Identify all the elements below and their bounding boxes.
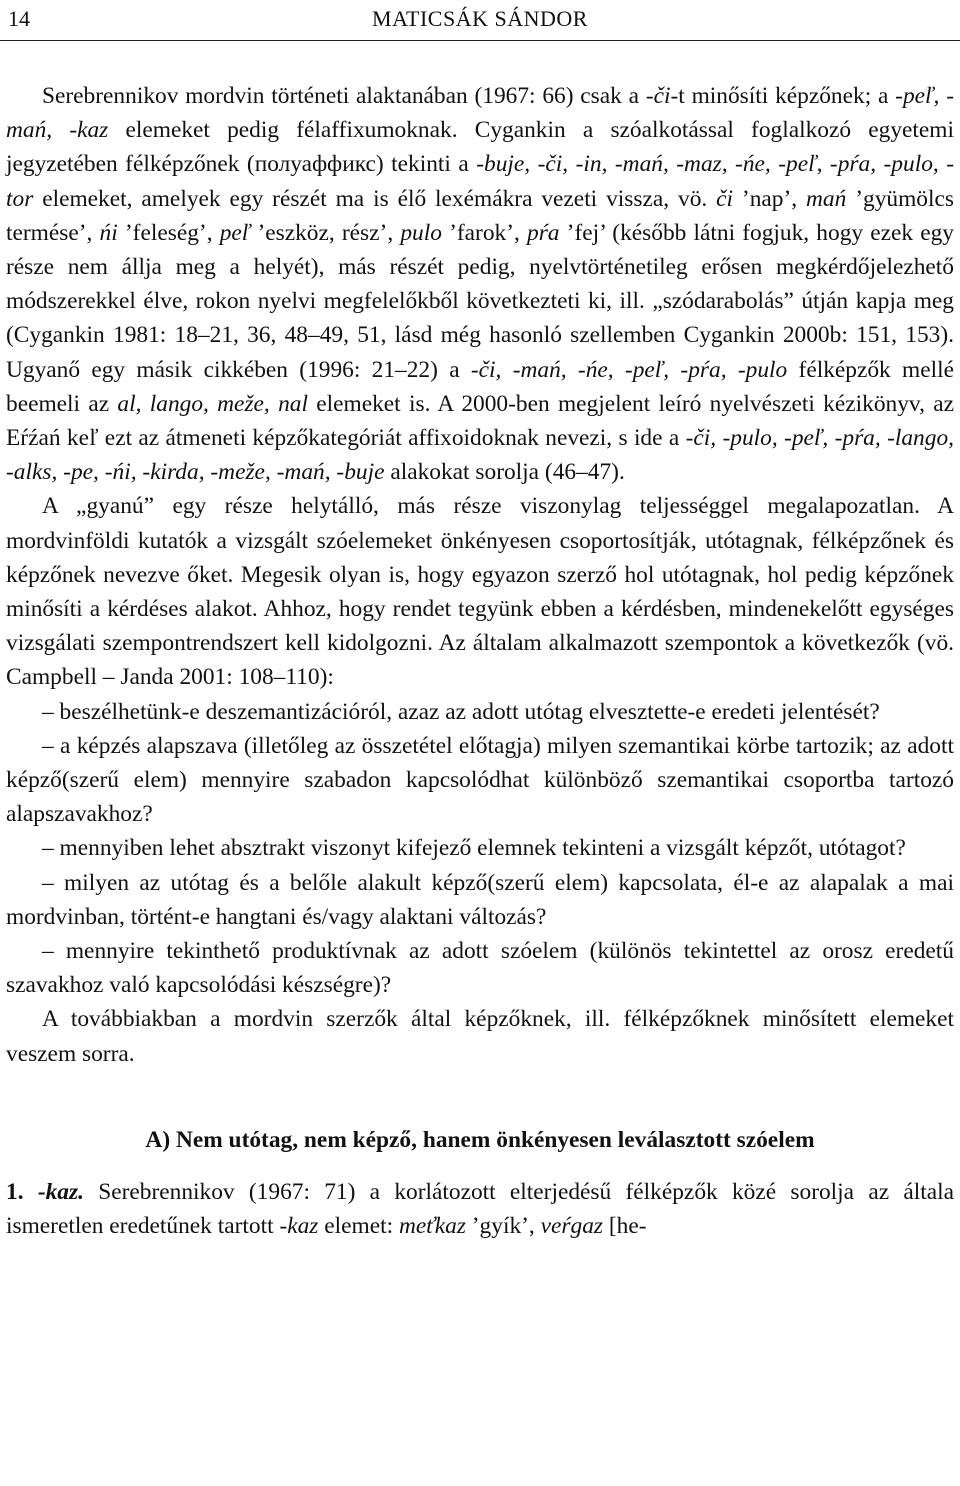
italic-term: veŕgaz [540,1213,604,1240]
text-run: A) Nem utótag, nem képző, hanem önkényesen leválasztott szóelem [145,1126,815,1153]
body-paragraph [6,79,954,489]
italic-term: peľ [219,219,251,246]
running-title: MATICSÁK SÁNDOR [372,6,588,31]
text-run: ’feleség’, [117,219,220,246]
criteria-list-item [6,729,954,832]
text-run: elemet: [318,1213,399,1240]
text-run: Serebrennikov (1967: 71) a korlátozott elterjedésű félképzők közé sorolja az általa ismeretlen eredetűnek tartott [6,1179,954,1240]
text-run: ’gyümölcs termése’, [6,185,954,246]
italic-term: -peľ, -mań, -kaz [6,83,954,144]
text-run: ’gyík’, [465,1213,541,1240]
text-run: ’eszköz, rész’, [250,219,401,246]
text-run: félképzők mellé beemeli az [6,356,954,417]
italic-term: -kaz [279,1213,319,1240]
text-run: A „gyanú” egy része helytálló, más része viszonylag teljességgel megalapozatlan. A mordvinföldi kutatók a vizsgált szóelemeket önkényesen csoportosítják, utótagnak, félképzőnek és képzőnek nevezve őket. Megesik olyan is, hogy egyazon szerző hol utótagnak, hol pedig képzőnek minősíti a kérdéses alakot. Ahhoz, hogy rendet tegyünk ebben a kérdésben, mindenekelőtt egységes vizsgálati szempontrendszert kell kidolgozni. Az általam alkalmazott szempontok a következők (vö. Campbell – Janda 2001: 108–110): [6,493,954,691]
page-header [0,0,960,41]
text-run: – beszélhetünk-e deszemantizációról, azaz az adott utótag elvesztette-e eredeti jelentését? [42,698,880,725]
text-run: -t minősíti képzőnek; a [670,83,896,109]
text-run: [he- [603,1213,647,1240]
text-run: elemeket pedig félaffixumoknak. Cygankin a szóalkotással foglalkozó egyetemi jegyzetében félképzőnek (полуаффикс) tekinti a [6,117,954,178]
criteria-list-item [6,866,954,934]
italic-term: al, lango, meže, nal [117,390,308,417]
text-run: Serebrennikov mordvin történeti alaktanában (1967: 66) csak a [42,83,646,109]
article-body [6,79,954,1244]
italic-term: -či, -mań, -ńe, -peľ, -pŕa, -pulo [470,356,788,383]
section-heading [6,1123,954,1157]
body-paragraph [6,489,954,694]
text-run: – a képzés alapszava (illetőleg az összetétel előtagja) milyen szemantikai körbe tartozik; az adott képző(szerű elem) mennyire szabadon kapcsolódhat különböző szemantikai csoportba tartozó alapszavakhoz? [6,732,954,828]
text-run: ’fej’ (később látni fogjuk, hogy ezek egy része nem állja meg a helyét), más részét pedig, nyelvtörténetileg erősen megkérdőjelezhető módszerekkel élve, rokon nyelvi megfelelőkből következteti ki, ill. „szódarabolás” útján kapja meg (Cygankin 1981: 18–21, 36, 48–49, 51, lásd még hasonló szellemben Cygankin 2000b: 151, 153). Ugyanő egy másik cikkében (1996: 21–22) a [6,219,954,383]
text-run: ’farok’, [441,219,527,246]
text-run: elemeket, amelyek egy részét ma is élő lexémákra vezeti vissza, vö. [33,185,717,212]
text-run: – mennyire tekinthető produktívnak az adott szóelem (különös tekintettel az orosz eredetű szavakhoz való kapcsolódási készségre)? [6,938,954,999]
text-run: alakokat sorolja (46–47). [384,459,625,486]
criteria-list-item [6,831,954,865]
italic-term: pulo [400,219,442,246]
italic-term: meťkaz [398,1213,466,1240]
italic-term: pŕa [527,219,560,246]
text-run: A továbbiakban a mordvin szerzők által képzőknek, ill. félképzőknek minősített elemeket veszem sorra. [6,1006,954,1067]
text-run: – mennyiben lehet absztrakt viszonyt kifejező elemnek tekinteni a vizsgált képzőt, utótagot? [42,835,906,862]
text-run: ’nap’, [733,185,807,212]
italic-term: ńi [99,219,118,246]
italic-term: či [716,185,734,212]
italic-term: mań [806,185,847,212]
text-run: elemeket is. A 2000-ben megjelent leíró nyelvészeti kézikönyv, az Eŕźań keľ ezt az átmeneti képzőkategóriát affixoidoknak nevezi, s ide a [6,390,954,452]
criteria-list-item [6,695,954,729]
italic-term: -či, -pulo, -peľ, -pŕa, -lango, -alks, -pe, -ńi, -kirda, -meže, -mań, -buje [6,425,954,486]
text-run: – milyen az utótag és a belőle alakult képző(szerű elem) kapcsolata, él-e az alapalak a mai mordvinban, történt-e hangtani és/vagy alaktani változás? [6,869,954,930]
italic-term: -buje, -či, -in, -mań, -maz, -ńe, -peľ, -pŕa, -pulo, -tor [6,151,954,212]
page-number: 14 [8,6,30,31]
criteria-list-item [6,934,954,1002]
italic-term: -či [645,83,671,109]
body-paragraph [6,1002,954,1070]
italic-term: -kaz. [37,1179,84,1206]
bold-text: 1. [6,1179,38,1206]
numbered-paragraph [6,1175,954,1243]
